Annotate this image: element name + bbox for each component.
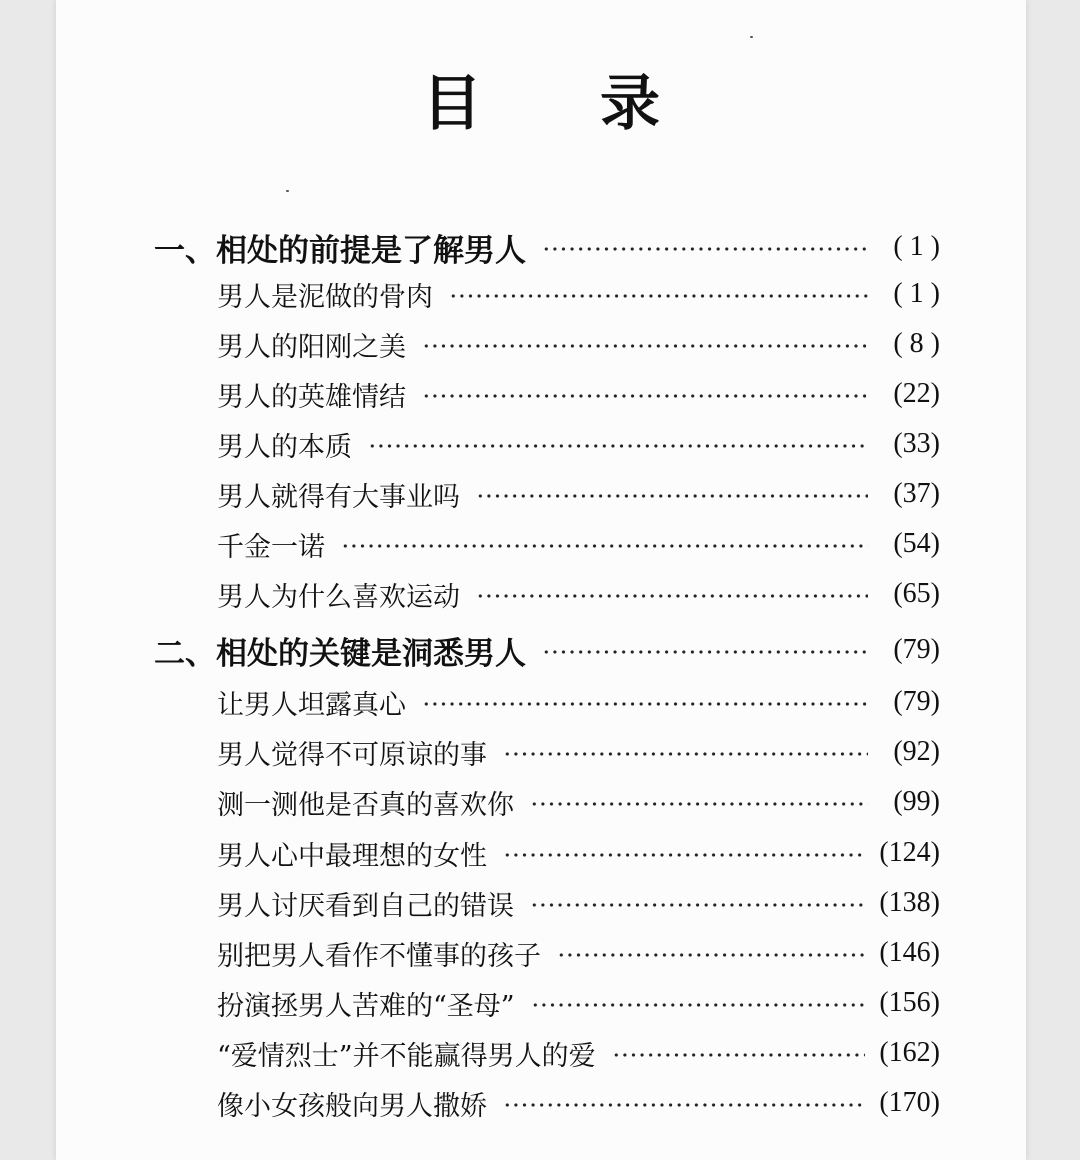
dot-leader bbox=[530, 802, 868, 806]
toc-entry-label: 别把男人看作不懂事的孩子 bbox=[217, 940, 541, 972]
toc-entry-label: 测一测他是否真的喜欢你 bbox=[217, 789, 514, 821]
toc-section-entry bbox=[217, 474, 940, 514]
toc-page-number: (92) bbox=[893, 736, 940, 767]
toc-entry-label: 男人是泥做的骨肉 bbox=[217, 281, 433, 313]
dot-leader bbox=[476, 494, 868, 498]
toc-page-number: (146) bbox=[879, 937, 940, 968]
toc-chapter-entry bbox=[154, 227, 940, 267]
scan-speck bbox=[750, 36, 753, 38]
dot-leader bbox=[542, 247, 868, 251]
toc-entry-label: 男人讨厌看到自己的错误 bbox=[217, 890, 514, 922]
toc-page-number: (79) bbox=[893, 686, 940, 717]
title-char-2: 录 bbox=[600, 69, 660, 139]
toc-page-number: (138) bbox=[879, 887, 940, 918]
toc-section-entry bbox=[217, 1033, 940, 1073]
dot-leader bbox=[368, 444, 868, 448]
dot-leader bbox=[530, 903, 865, 907]
dot-leader bbox=[503, 1103, 865, 1107]
document-page bbox=[56, 0, 1026, 1160]
scan-speck bbox=[286, 190, 289, 192]
dot-leader bbox=[612, 1053, 866, 1057]
toc-section-entry bbox=[217, 374, 940, 414]
toc-page-number: (22) bbox=[893, 378, 940, 409]
toc-page-number: (65) bbox=[893, 578, 940, 609]
toc-section-entry bbox=[217, 782, 940, 822]
dot-leader bbox=[503, 853, 865, 857]
toc-section-entry bbox=[217, 833, 940, 873]
toc-section-entry bbox=[217, 1083, 940, 1123]
toc-entry-label: “爱情烈士”并不能赢得男人的爱 bbox=[217, 1040, 596, 1072]
toc-entry-label: 千金一诺 bbox=[217, 531, 325, 563]
toc-page-number: (37) bbox=[893, 478, 940, 509]
toc-page-number: ( 1 ) bbox=[893, 231, 940, 262]
toc-entry-label: 二、相处的关键是洞悉男人 bbox=[154, 635, 526, 672]
toc-page-number: (162) bbox=[879, 1037, 940, 1068]
dot-leader bbox=[531, 1003, 866, 1007]
toc-section-entry bbox=[217, 524, 940, 564]
toc-page-number: (124) bbox=[879, 837, 940, 868]
toc-entry-label: 男人就得有大事业吗 bbox=[217, 481, 460, 513]
toc-page-number: ( 1 ) bbox=[893, 278, 940, 309]
toc-entry-label: 一、相处的前提是了解男人 bbox=[154, 232, 526, 269]
dot-leader bbox=[557, 953, 865, 957]
title-char-1: 目 bbox=[422, 69, 482, 139]
toc-page-number: (99) bbox=[893, 786, 940, 817]
dot-leader bbox=[449, 294, 868, 298]
toc-section-entry bbox=[217, 424, 940, 464]
toc-section-entry bbox=[217, 732, 940, 772]
toc-entry-label: 扮演拯男人苦难的“圣母” bbox=[217, 990, 515, 1022]
toc-page-number: ( 8 ) bbox=[893, 328, 940, 359]
toc-section-entry bbox=[217, 983, 940, 1023]
toc-page-number: (156) bbox=[879, 987, 940, 1018]
dot-leader bbox=[341, 544, 868, 548]
toc-entry-label: 男人心中最理想的女性 bbox=[217, 840, 487, 872]
dot-leader bbox=[422, 394, 868, 398]
toc-page-number: (54) bbox=[893, 528, 940, 559]
toc-entry-label: 男人的英雄情结 bbox=[217, 381, 406, 413]
toc-section-entry bbox=[217, 574, 940, 614]
toc-section-entry bbox=[217, 933, 940, 973]
toc-section-entry bbox=[217, 682, 940, 722]
toc-section-entry bbox=[217, 883, 940, 923]
toc-entry-label: 男人的阳刚之美 bbox=[217, 331, 406, 363]
toc-section-entry bbox=[217, 324, 940, 364]
toc-entry-label: 男人为什么喜欢运动 bbox=[217, 581, 460, 613]
dot-leader bbox=[422, 344, 868, 348]
dot-leader bbox=[503, 752, 868, 756]
toc-entry-label: 男人觉得不可原谅的事 bbox=[217, 739, 487, 771]
page-title bbox=[56, 68, 1026, 140]
toc-section-entry bbox=[217, 274, 940, 314]
toc-chapter-entry bbox=[154, 630, 940, 670]
dot-leader bbox=[476, 594, 868, 598]
toc-page-number: (33) bbox=[893, 428, 940, 459]
toc-page-number: (170) bbox=[879, 1087, 940, 1118]
toc-entry-label: 男人的本质 bbox=[217, 431, 352, 463]
toc-entry-label: 像小女孩般向男人撒娇 bbox=[217, 1090, 487, 1122]
dot-leader bbox=[422, 702, 868, 706]
toc-entry-label: 让男人坦露真心 bbox=[217, 689, 406, 721]
toc-page-number: (79) bbox=[893, 634, 940, 665]
dot-leader bbox=[542, 650, 868, 654]
